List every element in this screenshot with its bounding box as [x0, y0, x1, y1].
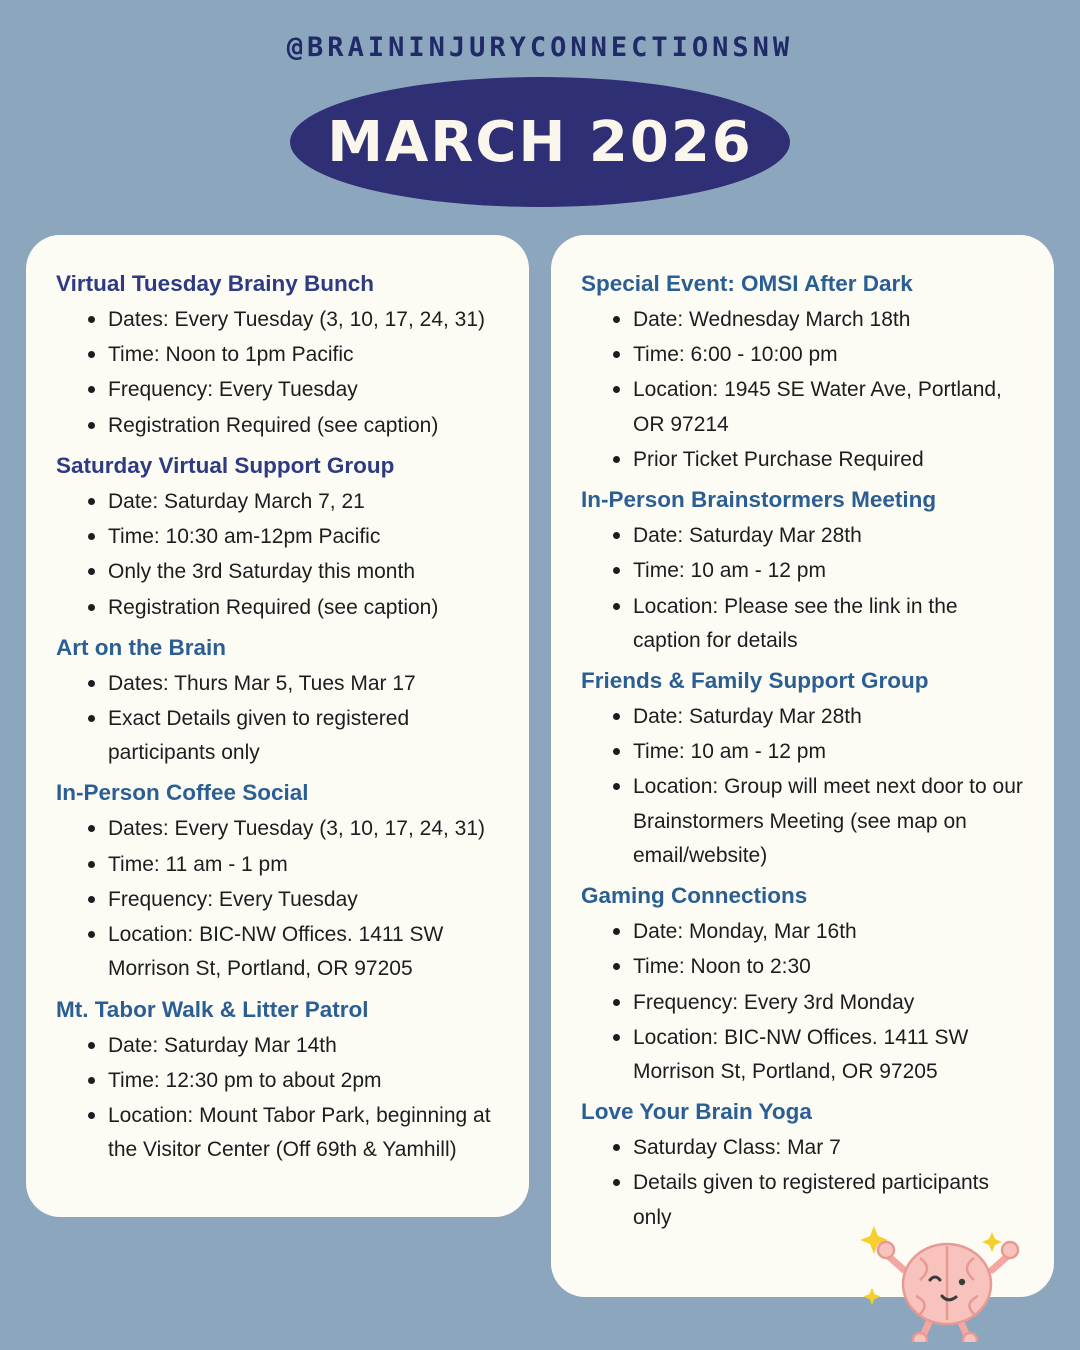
event-detail-item: Registration Required (see caption) [86, 591, 499, 625]
event-title: Special Event: OMSI After Dark [581, 271, 913, 296]
right-events-card [551, 235, 1054, 1297]
event-title: In-Person Brainstormers Meeting [581, 487, 937, 513]
event-detail-item: Date: Wednesday March 18th [611, 303, 1024, 337]
title-ellipse [290, 77, 790, 207]
event-detail-list [56, 1029, 499, 1168]
event-title: Love Your Brain Yoga [581, 1099, 812, 1125]
event-detail-item: Details given to registered participants only [611, 1166, 1024, 1234]
event-title: Virtual Tuesday Brainy Bunch [56, 271, 374, 296]
event-detail-item: Frequency: Every Tuesday [86, 883, 499, 917]
event-title: Gaming Connections [581, 883, 808, 909]
event-detail-item: Only the 3rd Saturday this month [86, 555, 499, 589]
event-detail-item: Date: Monday, Mar 16th [611, 915, 1024, 949]
left-events-card [26, 235, 529, 1217]
event-detail-item: Exact Details given to registered participants only [86, 702, 499, 770]
event-detail-item: Time: Noon to 2:30 [611, 950, 1024, 984]
event-detail-item: Time: Noon to 1pm Pacific [86, 338, 499, 372]
event-detail-item: Dates: Thurs Mar 5, Tues Mar 17 [86, 667, 499, 701]
event-detail-item: Date: Saturday Mar 28th [611, 519, 1024, 553]
event-detail-item: Dates: Every Tuesday (3, 10, 17, 24, 31) [86, 303, 499, 337]
event-title: Friends & Family Support Group [581, 667, 929, 693]
events-columns [0, 235, 1080, 1297]
event-detail-item: Frequency: Every Tuesday [86, 373, 499, 407]
event-detail-item: Location: Group will meet next door to our Brainstormers Meeting (see map on email/website) [611, 770, 1024, 873]
event-title: Mt. Tabor Walk & Litter Patrol [56, 996, 369, 1022]
event-detail-item: Registration Required (see caption) [86, 409, 499, 443]
event-detail-item: Frequency: Every 3rd Monday [611, 986, 1024, 1020]
event-detail-list [56, 667, 499, 771]
event-detail-list [581, 1131, 1024, 1235]
event-detail-list [581, 303, 1024, 477]
title-banner [0, 77, 1080, 207]
event-detail-item: Location: BIC-NW Offices. 1411 SW Morrison St, Portland, OR 97205 [611, 1021, 1024, 1089]
event-detail-list [581, 519, 1024, 658]
event-detail-list [581, 700, 1024, 873]
event-detail-item: Location: Please see the link in the caption for details [611, 590, 1024, 658]
event-detail-item: Time: 10:30 am-12pm Pacific [86, 520, 499, 554]
event-detail-item: Date: Saturday Mar 28th [611, 700, 1024, 734]
event-detail-list [56, 303, 499, 443]
event-detail-item: Time: 6:00 - 10:00 pm [611, 338, 1024, 372]
event-detail-item: Time: 10 am - 12 pm [611, 735, 1024, 769]
instagram-handle: @BRAININJURYCONNECTIONSNW [286, 32, 794, 63]
event-detail-item: Location: BIC-NW Offices. 1411 SW Morrison St, Portland, OR 97205 [86, 918, 499, 986]
event-title: Saturday Virtual Support Group [56, 452, 395, 478]
event-detail-item: Prior Ticket Purchase Required [611, 443, 1024, 477]
event-detail-item: Date: Saturday Mar 14th [86, 1029, 499, 1063]
event-title: In-Person Coffee Social [56, 780, 309, 806]
event-detail-list [581, 915, 1024, 1089]
event-detail-item: Time: 10 am - 12 pm [611, 554, 1024, 588]
event-detail-item: Location: 1945 SE Water Ave, Portland, OR 97214 [611, 373, 1024, 441]
page-title: MARCH 2026 [327, 109, 753, 175]
event-detail-item: Dates: Every Tuesday (3, 10, 17, 24, 31) [86, 812, 499, 846]
event-detail-list [56, 812, 499, 986]
event-detail-item: Time: 11 am - 1 pm [86, 848, 499, 882]
event-detail-item: Location: Mount Tabor Park, beginning at the Visitor Center (Off 69th & Yamhill) [86, 1099, 499, 1167]
event-detail-list [56, 485, 499, 625]
event-detail-item: Date: Saturday March 7, 21 [86, 485, 499, 519]
event-detail-item: Saturday Class: Mar 7 [611, 1131, 1024, 1165]
event-title: Art on the Brain [56, 634, 227, 660]
event-detail-item: Time: 12:30 pm to about 2pm [86, 1064, 499, 1098]
